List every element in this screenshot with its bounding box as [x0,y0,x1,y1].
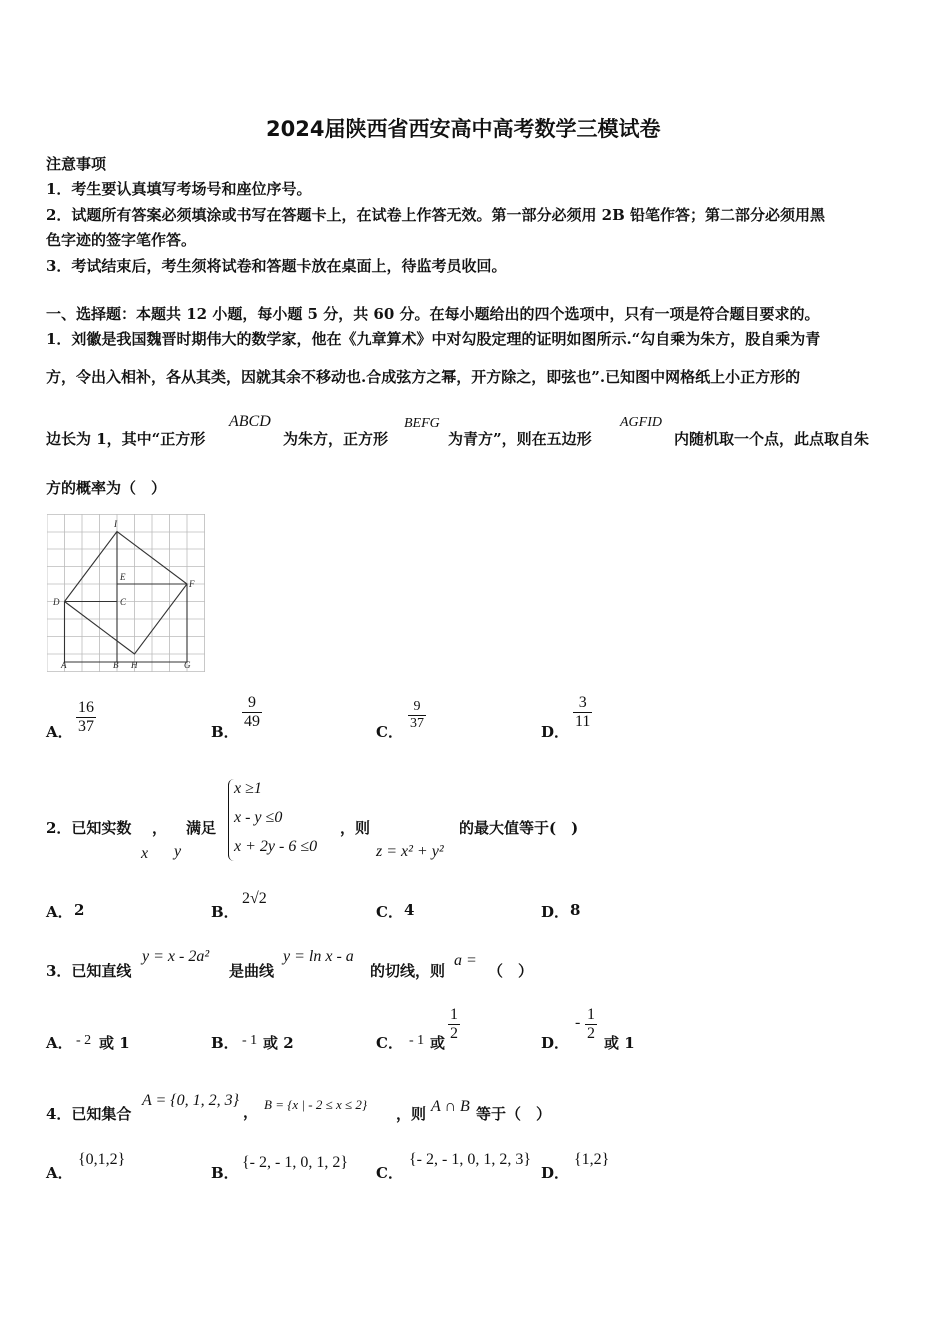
notice-item-2: 2．试题所有答案必须填涂或书写在答题卡上，在试卷上作答无效。第一部分必须用 2B 铅笔作答；第二部分必须用黑 [46,206,826,224]
label-C: C [120,597,127,607]
q1-option-d-value: $\frac{3}{11}$ [575,694,591,730]
q1-option-a-label: A． [46,723,73,741]
q3-option-a-suffix: 或 1 [99,1034,130,1052]
q3-option-d-fraction: $\frac{1}{2}$ [587,1006,595,1042]
q2-option-c-label: C． [376,903,403,921]
q2-option-c-value: 4 [404,901,415,919]
label-F: F [189,579,195,589]
q3-a-expr: a = [454,952,477,969]
q2-var-x: x [141,845,149,862]
q1-option-d-label: D． [541,723,570,741]
label-D: D [53,597,60,607]
q3-option-a-label: A． [46,1034,73,1052]
q4-set-b: B = {x | - 2 ≤ x ≤ 2} [264,1097,368,1112]
q2-text-e: 的最大值等于( ) [459,819,579,837]
q4-option-a-value: {0,1,2} [78,1151,126,1168]
q1-option-a-value: $\frac{16}{37}$ [78,699,94,735]
pentagon-edges [65,584,188,662]
notice-item-1: 1．考生要认真填写考场号和座位序号。 [46,180,312,198]
q3-line-expr: y = x - 2a² [142,948,210,965]
notice-item-3: 3．考试结束后，考生须将试卷和答题卡放在桌面上，待监考员收回。 [46,257,507,275]
q3-option-c-fraction: $\frac{1}{2}$ [450,1006,458,1042]
q3-option-d-sign: - [575,1014,581,1031]
section-title: 一、选择题：本题共 12 小题，每小题 5 分，共 60 分。在每小题给出的四个选项中，只有一项是符合题目要求的。 [46,305,820,323]
label-B: B [113,660,119,670]
q4-text-a: 4．已知集合 [46,1105,132,1123]
q3-option-b-label: B． [211,1034,239,1052]
label-E: E [120,572,126,582]
label-H: H [131,660,138,670]
q2-text-b: ， [152,819,168,837]
q4-option-b-value: {- 2, - 1, 0, 1, 2} [242,1154,349,1171]
notice-item-2-cont: 色字迹的签字笔作答。 [46,231,197,249]
q2-constraint-3: x + 2y - 6 ≤0 [234,838,318,855]
label-I: I [114,519,117,529]
q2-option-a-value: 2 [74,901,85,919]
q3-option-d-suffix: 或 1 [604,1034,635,1052]
q1-line3a: 边长为 1，其中“正方形 [46,430,206,448]
q4-option-d-label: D． [541,1164,570,1182]
q2-text-a: 2．已知实数 [46,819,132,837]
q4-option-c-label: C． [376,1164,403,1182]
q2-option-d-label: D． [541,903,570,921]
q1-line3d: 内随机取一个点，此点取自朱 [674,430,870,448]
q3-text-a: 3．已知直线 [46,962,132,980]
q4-text-d: 等于（ ） [476,1105,552,1123]
q3-option-c-label: C． [376,1034,403,1052]
q3-text-d: （ ） [488,962,534,980]
q4-option-d-value: {1,2} [574,1151,610,1168]
q3-text-c: 的切线，则 [370,962,446,980]
square-ideh [65,532,188,655]
q1-abcd: ABCD [229,413,271,430]
q2-constraint-2: x - y ≤0 [234,809,283,826]
q2-constraint-1: x ≥1 [234,780,262,797]
q2-option-d-value: 8 [570,901,581,919]
q2-option-a-label: A． [46,903,73,921]
q4-option-a-label: A． [46,1164,73,1182]
q1-line1: 1．刘徽是我国魏晋时期伟大的数学家，他在《九章算术》中对勾股定理的证明如图所示.“勾自乘为朱方，股自乘为青 [46,330,821,348]
notice-heading: 注意事项 [46,155,107,173]
q3-option-b-suffix: 或 2 [263,1034,294,1052]
q1-option-c-value: $\frac{9}{37}$ [410,699,424,731]
q1-line4: 方的概率为（ ） [46,479,167,497]
q2-option-b-value: 2√2 [242,890,267,907]
q4-text-c: ，则 [396,1105,427,1123]
q1-option-b-label: B． [211,723,239,741]
q3-option-d-label: D． [541,1034,570,1052]
q2-var-y: y [174,843,182,860]
q3-option-a-value: - 2 [76,1033,92,1048]
q4-option-c-value: {- 2, - 1, 0, 1, 2, 3} [409,1151,532,1168]
q2-z-expr: z = x² + y² [376,843,444,860]
q3-option-b-value: - 1 [242,1033,258,1048]
q1-option-c-label: C． [376,723,403,741]
q3-option-c-suffix: 或 [430,1034,446,1052]
q1-agfid: AGFID [620,415,662,430]
q1-line3c: 为青方”，则在五边形 [448,430,592,448]
q1-line3b: 为朱方，正方形 [283,430,389,448]
q2-option-b-label: B． [211,903,239,921]
page-title: 2024届陕西省西安高中高考数学三模试卷 [266,117,661,141]
q3-text-b: 是曲线 [229,962,275,980]
q1-option-b-value: $\frac{9}{49}$ [244,694,260,730]
q1-geometry-figure [47,514,205,672]
q4-expr: A ∩ B [431,1098,470,1115]
q4-option-b-label: B． [211,1164,239,1182]
q3-curve-expr: y = ln x - a [283,948,354,965]
q4-set-a: A = {0, 1, 2, 3} [142,1092,240,1109]
q1-befg: BEFG [404,416,440,431]
q4-text-b: ， [243,1103,259,1121]
label-A: A [61,660,67,670]
q3-option-c-value: - 1 [409,1033,425,1048]
q2-text-d: ，则 [340,819,371,837]
label-G: G [184,660,191,670]
q2-text-c: 满足 [186,819,217,837]
q1-line2: 方，令出入相补，各从其类，因就其余不移动也.合成弦方之幂，开方除之，即弦也”.已知图中网格纸上小正方形的 [46,368,801,386]
